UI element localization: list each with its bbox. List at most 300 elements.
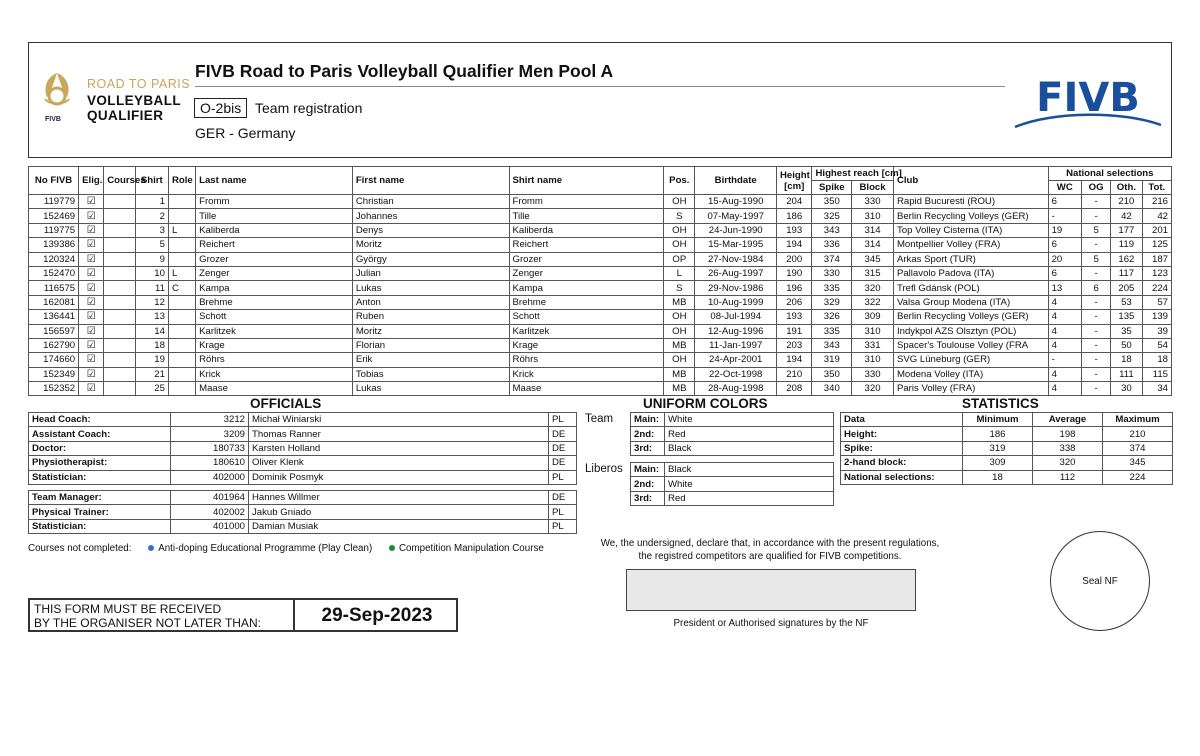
stat-max: 224 bbox=[1103, 470, 1173, 484]
player-tot: 201 bbox=[1142, 223, 1171, 237]
player-club: Montpellier Volley (FRA) bbox=[893, 238, 1048, 252]
player-height: 200 bbox=[776, 252, 812, 266]
player-spike: 343 bbox=[812, 338, 852, 352]
manipulation-dot-icon bbox=[389, 545, 395, 551]
team-uniform-label: Team bbox=[585, 413, 614, 425]
logo-road-to-paris: ROAD TO PARIS bbox=[87, 77, 191, 91]
player-og: - bbox=[1081, 324, 1110, 338]
roster-row bbox=[29, 324, 1172, 338]
roster-row bbox=[29, 310, 1172, 324]
player-shirt: 9 bbox=[135, 252, 168, 266]
official-name: Damian Musiak bbox=[249, 519, 549, 533]
player-og: - bbox=[1081, 295, 1110, 309]
player-club: Rapid Bucuresti (ROU) bbox=[893, 195, 1048, 209]
uniform-row bbox=[631, 491, 834, 505]
player-first-name: Christian bbox=[352, 195, 509, 209]
player-courses bbox=[104, 310, 135, 324]
player-first-name: Johannes bbox=[352, 209, 509, 223]
stat-min: 319 bbox=[963, 441, 1033, 455]
official-name: Jakub Gniado bbox=[249, 505, 549, 519]
eligible-checkbox-icon: ☑ bbox=[79, 238, 104, 252]
deadline-text bbox=[34, 602, 261, 630]
player-shirt-name: Fromm bbox=[509, 195, 664, 209]
player-og: - bbox=[1081, 310, 1110, 324]
col-last-name: Last name bbox=[196, 167, 353, 195]
roster-row bbox=[29, 367, 1172, 381]
player-position: MB bbox=[664, 382, 695, 396]
player-birthdate: 15-Mar-1995 bbox=[695, 238, 776, 252]
player-block: 314 bbox=[852, 223, 894, 237]
player-birthdate: 28-Aug-1998 bbox=[695, 382, 776, 396]
official-role: Team Manager: bbox=[29, 491, 171, 505]
roster-row bbox=[29, 223, 1172, 237]
official-id: 180610 bbox=[171, 456, 249, 470]
player-position: MB bbox=[664, 338, 695, 352]
team-uniform-table bbox=[630, 412, 834, 456]
player-courses bbox=[104, 338, 135, 352]
deadline-line-2: BY THE ORGANISER NOT LATER THAN: bbox=[34, 616, 261, 630]
player-shirt: 14 bbox=[135, 324, 168, 338]
anti-doping-dot-icon bbox=[148, 545, 154, 551]
player-block: 331 bbox=[852, 338, 894, 352]
player-shirt-name: Röhrs bbox=[509, 353, 664, 367]
player-height: 191 bbox=[776, 324, 812, 338]
player-height: 193 bbox=[776, 310, 812, 324]
player-spike: 319 bbox=[812, 353, 852, 367]
fivb-small-logo-text: FIVB bbox=[45, 116, 61, 123]
player-position: MB bbox=[664, 367, 695, 381]
player-last-name: Kampa bbox=[196, 281, 353, 295]
player-block: 310 bbox=[852, 324, 894, 338]
player-spike: 343 bbox=[812, 223, 852, 237]
player-shirt-name: Grozer bbox=[509, 252, 664, 266]
officials-table-2 bbox=[28, 490, 577, 534]
col-highest-reach: Highest reach [cm] bbox=[812, 167, 893, 181]
player-club: Trefl Gdánsk (POL) bbox=[893, 281, 1048, 295]
uniform-label: 2nd: bbox=[631, 427, 665, 441]
player-last-name: Grozer bbox=[196, 252, 353, 266]
declaration-line-1: We, the undersigned, declare that, in accordance with the present regulations, bbox=[600, 538, 940, 549]
player-position: L bbox=[664, 266, 695, 280]
player-position: OH bbox=[664, 324, 695, 338]
col-oth: Oth. bbox=[1111, 181, 1142, 195]
player-shirt-name: Krage bbox=[509, 338, 664, 352]
player-oth: 30 bbox=[1111, 382, 1142, 396]
fivb-logo-icon bbox=[1013, 71, 1163, 131]
statistics-row bbox=[841, 470, 1173, 484]
player-last-name: Karlitzek bbox=[196, 324, 353, 338]
eligible-checkbox-icon: ☑ bbox=[79, 382, 104, 396]
player-shirt-name: Brehme bbox=[509, 295, 664, 309]
player-wc: 4 bbox=[1048, 324, 1081, 338]
player-club: Spacer's Toulouse Volley (FRA bbox=[893, 338, 1048, 352]
player-club: Paris Volley (FRA) bbox=[893, 382, 1048, 396]
uniform-row bbox=[631, 441, 834, 455]
player-role: L bbox=[168, 223, 195, 237]
uniform-label: Main: bbox=[631, 413, 665, 427]
roster-row bbox=[29, 209, 1172, 223]
col-og: OG bbox=[1081, 181, 1110, 195]
official-row bbox=[29, 505, 577, 519]
form-code-badge: O-2bis bbox=[194, 98, 247, 118]
player-position: MB bbox=[664, 295, 695, 309]
player-wc: - bbox=[1048, 209, 1081, 223]
uniform-color: Red bbox=[665, 491, 834, 505]
form-name: Team registration bbox=[255, 100, 363, 116]
eligible-checkbox-icon: ☑ bbox=[79, 324, 104, 338]
player-courses bbox=[104, 209, 135, 223]
volleyball-qualifier-logo bbox=[37, 69, 197, 129]
official-role: Statistician: bbox=[29, 470, 171, 484]
stat-avg: 112 bbox=[1033, 470, 1103, 484]
player-position: S bbox=[664, 209, 695, 223]
stat-min: 309 bbox=[963, 456, 1033, 470]
player-tot: 54 bbox=[1142, 338, 1171, 352]
official-row bbox=[29, 413, 577, 427]
player-no-fivb: 152349 bbox=[29, 367, 79, 381]
player-first-name: Ruben bbox=[352, 310, 509, 324]
statistics-row bbox=[841, 456, 1173, 470]
official-name: Michał Winiarski bbox=[249, 413, 549, 427]
player-spike: 335 bbox=[812, 324, 852, 338]
player-club: Top Volley Cisterna (ITA) bbox=[893, 223, 1048, 237]
player-wc: 6 bbox=[1048, 238, 1081, 252]
player-courses bbox=[104, 281, 135, 295]
player-no-fivb: 152469 bbox=[29, 209, 79, 223]
player-role bbox=[168, 209, 195, 223]
eligible-checkbox-icon: ☑ bbox=[79, 281, 104, 295]
player-courses bbox=[104, 367, 135, 381]
player-last-name: Zenger bbox=[196, 266, 353, 280]
player-courses bbox=[104, 195, 135, 209]
seal-label: Seal NF bbox=[1082, 576, 1118, 587]
player-last-name: Krage bbox=[196, 338, 353, 352]
official-nationality: PL bbox=[549, 519, 577, 533]
signature-caption: President or Authorised signatures by the NF bbox=[673, 618, 869, 629]
stat-label: 2-hand block: bbox=[841, 456, 963, 470]
deadline-line-1: THIS FORM MUST BE RECEIVED bbox=[34, 602, 222, 616]
player-courses bbox=[104, 382, 135, 396]
player-spike: 326 bbox=[812, 310, 852, 324]
laurel-logo-icon bbox=[37, 69, 77, 115]
player-courses bbox=[104, 266, 135, 280]
player-oth: 210 bbox=[1111, 195, 1142, 209]
uniform-row bbox=[631, 477, 834, 491]
stat-max: 210 bbox=[1103, 427, 1173, 441]
roster-row bbox=[29, 281, 1172, 295]
player-height: 196 bbox=[776, 281, 812, 295]
uniform-color: White bbox=[665, 477, 834, 491]
player-club: Valsa Group Modena (ITA) bbox=[893, 295, 1048, 309]
player-first-name: Lukas bbox=[352, 281, 509, 295]
player-wc: 19 bbox=[1048, 223, 1081, 237]
player-shirt-name: Tille bbox=[509, 209, 664, 223]
player-birthdate: 26-Aug-1997 bbox=[695, 266, 776, 280]
stat-max: 345 bbox=[1103, 456, 1173, 470]
roster-row bbox=[29, 353, 1172, 367]
player-courses bbox=[104, 238, 135, 252]
stats-col-avg: Average bbox=[1033, 413, 1103, 427]
player-shirt-name: Maase bbox=[509, 382, 664, 396]
uniform-color: Red bbox=[665, 427, 834, 441]
official-row bbox=[29, 491, 577, 505]
player-height: 210 bbox=[776, 367, 812, 381]
player-wc: 4 bbox=[1048, 338, 1081, 352]
player-spike: 335 bbox=[812, 281, 852, 295]
liberos-uniform-label: Liberos bbox=[585, 463, 623, 475]
player-shirt-name: Reichert bbox=[509, 238, 664, 252]
col-national-selections: National selections bbox=[1048, 167, 1171, 181]
player-first-name: Moritz bbox=[352, 324, 509, 338]
player-position: OP bbox=[664, 252, 695, 266]
player-courses bbox=[104, 223, 135, 237]
player-first-name: Moritz bbox=[352, 238, 509, 252]
player-role bbox=[168, 324, 195, 338]
official-id: 401000 bbox=[171, 519, 249, 533]
col-no-fivb: No FIVB bbox=[29, 167, 79, 195]
player-first-name: Tobias bbox=[352, 367, 509, 381]
stat-min: 186 bbox=[963, 427, 1033, 441]
player-birthdate: 07-May-1997 bbox=[695, 209, 776, 223]
official-nationality: PL bbox=[549, 413, 577, 427]
player-no-fivb: 152352 bbox=[29, 382, 79, 396]
player-shirt: 1 bbox=[135, 195, 168, 209]
official-nationality: PL bbox=[549, 505, 577, 519]
player-oth: 50 bbox=[1111, 338, 1142, 352]
officials-title: OFFICIALS bbox=[250, 396, 322, 411]
page-title: FIVB Road to Paris Volleyball Qualifier Men Pool A bbox=[195, 61, 614, 81]
player-og: - bbox=[1081, 209, 1110, 223]
player-height: 194 bbox=[776, 353, 812, 367]
player-shirt: 12 bbox=[135, 295, 168, 309]
official-nationality: DE bbox=[549, 491, 577, 505]
player-shirt: 2 bbox=[135, 209, 168, 223]
player-height: 194 bbox=[776, 238, 812, 252]
col-block: Block bbox=[852, 181, 894, 195]
player-last-name: Röhrs bbox=[196, 353, 353, 367]
player-no-fivb: 139386 bbox=[29, 238, 79, 252]
player-og: - bbox=[1081, 266, 1110, 280]
player-shirt: 21 bbox=[135, 367, 168, 381]
player-height: 190 bbox=[776, 266, 812, 280]
roster-row bbox=[29, 238, 1172, 252]
player-last-name: Fromm bbox=[196, 195, 353, 209]
logo-line-2: QUALIFIER bbox=[87, 108, 164, 123]
player-birthdate: 11-Jan-1997 bbox=[695, 338, 776, 352]
stats-col-min: Minimum bbox=[963, 413, 1033, 427]
player-block: 310 bbox=[852, 209, 894, 223]
col-club: Club bbox=[893, 167, 1048, 195]
player-last-name: Reichert bbox=[196, 238, 353, 252]
player-role bbox=[168, 238, 195, 252]
player-og: - bbox=[1081, 382, 1110, 396]
player-wc: 4 bbox=[1048, 382, 1081, 396]
player-height: 186 bbox=[776, 209, 812, 223]
player-first-name: Erik bbox=[352, 353, 509, 367]
col-shirt: Shirt bbox=[135, 167, 168, 195]
eligible-checkbox-icon: ☑ bbox=[79, 338, 104, 352]
courses-label: Courses not completed: bbox=[28, 543, 132, 554]
col-elig: Elig. bbox=[79, 167, 104, 195]
official-role: Assistant Coach: bbox=[29, 427, 171, 441]
course-anti-doping: Anti-doping Educational Programme (Play Clean) bbox=[158, 543, 373, 554]
player-position: OH bbox=[664, 238, 695, 252]
player-tot: 139 bbox=[1142, 310, 1171, 324]
player-role bbox=[168, 252, 195, 266]
player-first-name: György bbox=[352, 252, 509, 266]
player-wc: 4 bbox=[1048, 367, 1081, 381]
roster-row bbox=[29, 382, 1172, 396]
player-oth: 35 bbox=[1111, 324, 1142, 338]
player-og: - bbox=[1081, 195, 1110, 209]
player-block: 314 bbox=[852, 238, 894, 252]
statistics-row bbox=[841, 441, 1173, 455]
player-shirt-name: Schott bbox=[509, 310, 664, 324]
player-og: 6 bbox=[1081, 281, 1110, 295]
player-block: 315 bbox=[852, 266, 894, 280]
liberos-uniform-table bbox=[630, 462, 834, 506]
stat-label: Height: bbox=[841, 427, 963, 441]
eligible-checkbox-icon: ☑ bbox=[79, 367, 104, 381]
official-name: Karsten Holland bbox=[249, 441, 549, 455]
player-first-name: Lukas bbox=[352, 382, 509, 396]
official-name: Hannes Willmer bbox=[249, 491, 549, 505]
deadline-date: 29-Sep-2023 bbox=[321, 605, 433, 626]
official-id: 402000 bbox=[171, 470, 249, 484]
player-oth: 42 bbox=[1111, 209, 1142, 223]
player-oth: 18 bbox=[1111, 353, 1142, 367]
player-last-name: Brehme bbox=[196, 295, 353, 309]
player-shirt: 11 bbox=[135, 281, 168, 295]
player-spike: 340 bbox=[812, 382, 852, 396]
player-last-name: Tille bbox=[196, 209, 353, 223]
seal-circle bbox=[1050, 531, 1150, 631]
player-og: - bbox=[1081, 353, 1110, 367]
player-position: S bbox=[664, 281, 695, 295]
stat-min: 18 bbox=[963, 470, 1033, 484]
player-shirt: 25 bbox=[135, 382, 168, 396]
stat-label: National selections: bbox=[841, 470, 963, 484]
player-courses bbox=[104, 252, 135, 266]
player-tot: 187 bbox=[1142, 252, 1171, 266]
player-birthdate: 27-Nov-1984 bbox=[695, 252, 776, 266]
player-tot: 18 bbox=[1142, 353, 1171, 367]
player-oth: 111 bbox=[1111, 367, 1142, 381]
player-birthdate: 29-Nov-1986 bbox=[695, 281, 776, 295]
player-height: 208 bbox=[776, 382, 812, 396]
official-name: Oliver Klenk bbox=[249, 456, 549, 470]
player-birthdate: 15-Aug-1990 bbox=[695, 195, 776, 209]
stats-col-max: Maximum bbox=[1103, 413, 1173, 427]
player-no-fivb: 119775 bbox=[29, 223, 79, 237]
player-club: Pallavolo Padova (ITA) bbox=[893, 266, 1048, 280]
roster-row bbox=[29, 266, 1172, 280]
player-og: - bbox=[1081, 367, 1110, 381]
player-tot: 39 bbox=[1142, 324, 1171, 338]
player-shirt-name: Zenger bbox=[509, 266, 664, 280]
statistics-header-row bbox=[841, 413, 1173, 427]
player-role: C bbox=[168, 281, 195, 295]
player-role bbox=[168, 310, 195, 324]
player-last-name: Schott bbox=[196, 310, 353, 324]
player-last-name: Krick bbox=[196, 367, 353, 381]
player-position: OH bbox=[664, 195, 695, 209]
player-no-fivb: 119779 bbox=[29, 195, 79, 209]
player-block: 320 bbox=[852, 382, 894, 396]
player-role bbox=[168, 295, 195, 309]
player-spike: 330 bbox=[812, 266, 852, 280]
player-shirt: 13 bbox=[135, 310, 168, 324]
official-id: 401964 bbox=[171, 491, 249, 505]
official-role: Doctor: bbox=[29, 441, 171, 455]
player-no-fivb: 152470 bbox=[29, 266, 79, 280]
player-shirt: 3 bbox=[135, 223, 168, 237]
uniform-row bbox=[631, 463, 834, 477]
player-role bbox=[168, 338, 195, 352]
player-first-name: Julian bbox=[352, 266, 509, 280]
signature-box[interactable] bbox=[626, 569, 916, 611]
player-oth: 205 bbox=[1111, 281, 1142, 295]
player-wc: 6 bbox=[1048, 266, 1081, 280]
col-birthdate: Birthdate bbox=[695, 167, 776, 195]
official-role: Statistician: bbox=[29, 519, 171, 533]
player-birthdate: 24-Jun-1990 bbox=[695, 223, 776, 237]
col-tot: Tot. bbox=[1142, 181, 1171, 195]
player-og: 5 bbox=[1081, 223, 1110, 237]
official-id: 3209 bbox=[171, 427, 249, 441]
player-shirt-name: Kampa bbox=[509, 281, 664, 295]
uniform-label: 2nd: bbox=[631, 477, 665, 491]
player-first-name: Anton bbox=[352, 295, 509, 309]
col-spike: Spike bbox=[812, 181, 852, 195]
statistics-title: STATISTICS bbox=[962, 396, 1039, 411]
player-club: Indykpol AZS Olsztyn (POL) bbox=[893, 324, 1048, 338]
official-id: 3212 bbox=[171, 413, 249, 427]
uniform-color: Black bbox=[665, 463, 834, 477]
stat-label: Spike: bbox=[841, 441, 963, 455]
title-divider bbox=[195, 86, 1005, 87]
uniform-label: 3rd: bbox=[631, 441, 665, 455]
team-name: GER - Germany bbox=[195, 125, 296, 141]
player-block: 330 bbox=[852, 367, 894, 381]
uniform-label: 3rd: bbox=[631, 491, 665, 505]
player-tot: 42 bbox=[1142, 209, 1171, 223]
player-oth: 162 bbox=[1111, 252, 1142, 266]
statistics-table bbox=[840, 412, 1173, 485]
col-courses: Courses bbox=[104, 167, 135, 195]
player-first-name: Denys bbox=[352, 223, 509, 237]
player-position: OH bbox=[664, 223, 695, 237]
player-tot: 125 bbox=[1142, 238, 1171, 252]
player-first-name: Florian bbox=[352, 338, 509, 352]
player-tot: 115 bbox=[1142, 367, 1171, 381]
courses-legend bbox=[28, 543, 544, 554]
player-position: OH bbox=[664, 310, 695, 324]
player-shirt: 10 bbox=[135, 266, 168, 280]
player-courses bbox=[104, 324, 135, 338]
player-courses bbox=[104, 353, 135, 367]
uniform-row bbox=[631, 413, 834, 427]
uniform-color: Black bbox=[665, 441, 834, 455]
col-wc: WC bbox=[1048, 181, 1081, 195]
declaration-text bbox=[590, 538, 950, 563]
official-name: Thomas Ranner bbox=[249, 427, 549, 441]
player-block: 309 bbox=[852, 310, 894, 324]
eligible-checkbox-icon: ☑ bbox=[79, 353, 104, 367]
stat-avg: 198 bbox=[1033, 427, 1103, 441]
official-nationality: PL bbox=[549, 470, 577, 484]
player-birthdate: 12-Aug-1996 bbox=[695, 324, 776, 338]
